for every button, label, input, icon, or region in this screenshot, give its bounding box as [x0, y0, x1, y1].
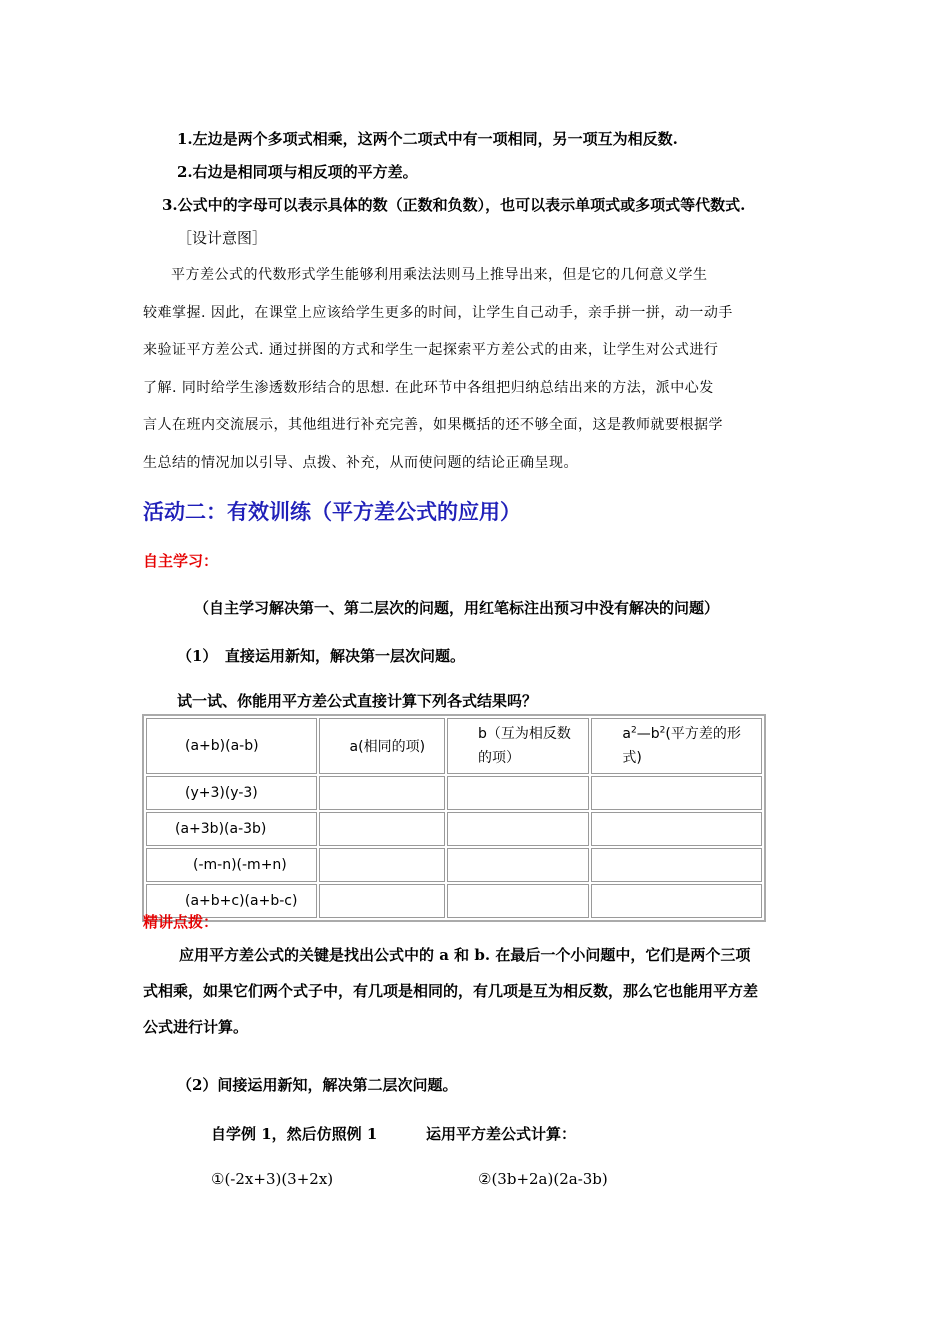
- activity-title: 活动二：有效训练（平方差公式的应用）: [143, 499, 521, 524]
- header-expression: (a+b)(a-b): [146, 718, 317, 774]
- row-expression: (y+3)(y-3): [146, 776, 317, 810]
- key-point-line: 公式进行计算。: [143, 1018, 249, 1036]
- header-same-term: a(相同的项): [319, 718, 445, 774]
- formula-b: b: [650, 726, 660, 742]
- header-opposite-term: b（互为相反数的项）: [447, 718, 589, 774]
- header-difference-label: (平方差的形式): [622, 726, 741, 766]
- answer-cell[interactable]: [447, 812, 589, 846]
- design-intent-line: 来验证平方差公式. 通过拼图的方式和学生一起探索平方差公式的由来，让学生对公式进行: [143, 342, 719, 358]
- try-prompt: 试一试、你能用平方差公式直接计算下列各式结果吗？: [177, 692, 538, 710]
- table-row: [146, 776, 762, 810]
- example-prompt: 自学例 1，然后仿照例 1: [211, 1125, 378, 1143]
- answer-cell[interactable]: [319, 848, 445, 882]
- answer-cell[interactable]: [447, 776, 589, 810]
- summary-point-2: 2.右边是相同项与相反项的平方差。: [177, 163, 418, 181]
- summary-point-3: 3.公式中的字母可以表示具体的数（正数和负数），也可以表示单项式或多项式等代数式.: [162, 196, 746, 214]
- answer-cell[interactable]: [591, 776, 762, 810]
- summary-point-1: 1.左边是两个多项式相乘，这两个二项式中有一项相同，另一项互为相反数.: [177, 130, 678, 148]
- header-difference-form: [591, 718, 762, 774]
- answer-cell[interactable]: [447, 848, 589, 882]
- answer-cell[interactable]: [447, 884, 589, 918]
- design-intent-label: ［设计意图］: [177, 229, 268, 247]
- formula-a: a: [622, 726, 631, 742]
- answer-cell[interactable]: [591, 884, 762, 918]
- key-point-paragraph: [143, 937, 811, 1045]
- exercise-2: ②(3b+2a)(2a-3b): [478, 1170, 608, 1188]
- design-intent-line: 平方差公式的代数形式学生能够利用乘法法则马上推导出来，但是它的几何意义学生: [171, 267, 708, 283]
- design-intent-paragraph: [143, 257, 811, 482]
- step-2: （2）间接运用新知，解决第二层次问题。: [177, 1076, 458, 1094]
- exercise-1: ①(-2x+3)(3+2x): [211, 1170, 334, 1188]
- table-row: [146, 884, 762, 918]
- practice-table: [142, 714, 766, 922]
- answer-cell[interactable]: [591, 812, 762, 846]
- row-expression: (a+b+c)(a+b-c): [146, 884, 317, 918]
- step-1: （1） 直接运用新知，解决第一层次问题。: [177, 647, 465, 665]
- example-task: 运用平方差公式计算：: [426, 1125, 577, 1143]
- design-intent-line: 较难掌握. 因此，在课堂上应该给学生更多的时间，让学生自己动手，亲手拼一拼，动一动手: [143, 304, 733, 321]
- answer-cell[interactable]: [319, 812, 445, 846]
- formula-exponent: 2: [659, 725, 666, 736]
- answer-cell[interactable]: [591, 848, 762, 882]
- table-row: [146, 848, 762, 882]
- self-study-label: 自主学习：: [143, 552, 219, 570]
- key-point-line: 应用平方差公式的关键是找出公式中的 a 和 b. 在最后一个小问题中，它们是两个三项: [179, 946, 751, 964]
- table-header-row: [146, 718, 762, 774]
- row-expression: (-m-n)(-m+n): [146, 848, 317, 882]
- formula-exponent: 2: [631, 725, 637, 736]
- design-intent-line: 言人在班内交流展示，其他组进行补充完善，如果概括的还不够全面，这是教师就要根据学: [143, 417, 723, 433]
- key-point-label: 精讲点拨：: [143, 913, 219, 931]
- key-point-line: 式相乘，如果它们两个式子中，有几项是相同的，有几项是互为相反数，那么它也能用平方差: [143, 982, 759, 1000]
- formula-dash: —: [636, 726, 651, 742]
- answer-cell[interactable]: [319, 776, 445, 810]
- table-row: [146, 812, 762, 846]
- design-intent-line: 了解. 同时给学生渗透数形结合的思想. 在此环节中各组把归纳总结出来的方法，派中心发: [143, 379, 714, 396]
- row-expression: (a+3b)(a-3b): [146, 812, 317, 846]
- self-study-note: （自主学习解决第一、第二层次的问题，用红笔标注出预习中没有解决的问题）: [194, 599, 720, 617]
- design-intent-line: 生总结的情况加以引导、点拨、补充，从而使问题的结论正确呈现。: [143, 454, 578, 471]
- answer-cell[interactable]: [319, 884, 445, 918]
